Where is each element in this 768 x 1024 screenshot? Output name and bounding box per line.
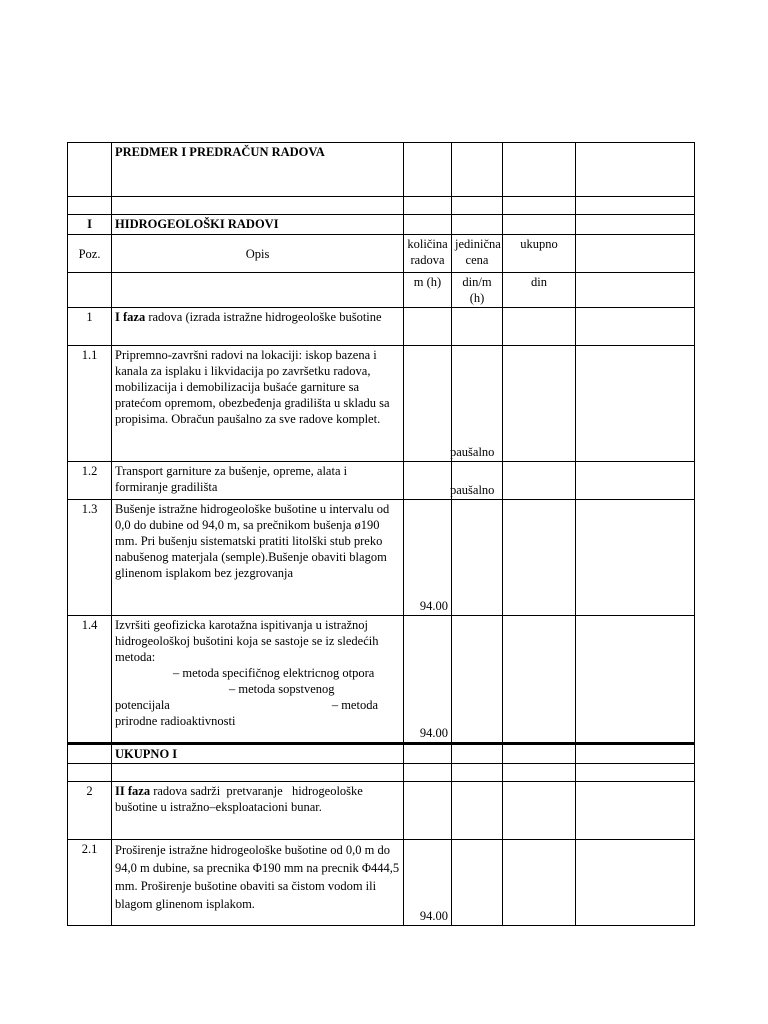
table-row xyxy=(68,840,695,926)
row-kolicina: 94.00 xyxy=(404,840,452,926)
header-poz: Poz. xyxy=(68,235,112,273)
row-position: 2.1 xyxy=(68,840,112,926)
header-kolicina: količina radova xyxy=(404,235,452,273)
row-kolicina: 94.00 xyxy=(404,500,452,616)
row-description: Izvršiti geofizicka karotažna ispitivanja u istražnoj hidrogeološkoj bušotini koja se sastoje se iz sledećih metoda: – metoda specifičnog elektricnog otpora – metoda sopstvenog potencijala – metoda prirodne radioaktivnosti xyxy=(112,616,404,744)
header-jedinicna: jedinična cena xyxy=(452,235,503,273)
row-position: 2 xyxy=(68,782,112,840)
row-position: 1 xyxy=(68,308,112,346)
row-description: Bušenje istražne hidrogeološke bušotine u intervalu od 0,0 do dubine od 94,0 m, sa prečnikom bušenja ø190 mm. Pri bušenju sistematski pratiti litolški stub preko nabušenog materjala (semple).Bušenje obaviti blagom glinenom isplakom bez jezgrovanja xyxy=(112,500,404,616)
row-position: 1.4 xyxy=(68,616,112,744)
header-row xyxy=(68,235,695,273)
table-row xyxy=(68,346,695,462)
table-row xyxy=(68,308,695,346)
bill-of-quantities-table xyxy=(67,142,695,926)
row-cena: paušalno xyxy=(503,346,576,462)
subtotal-label: UKUPNO I xyxy=(112,744,404,764)
row-description: I faza radova (izrada istražne hidrogeološke bušotine xyxy=(112,308,404,346)
header-opis: Opis xyxy=(112,235,404,273)
table-row xyxy=(68,782,695,840)
row-kolicina: 94.00 xyxy=(404,616,452,744)
table-row xyxy=(68,616,695,744)
row-position: 1.1 xyxy=(68,346,112,462)
unit-ukupno: din xyxy=(503,273,576,308)
unit-jedinicna: din/m (h) xyxy=(452,273,503,308)
row-description: Transport garniture za bušenje, opreme, alata i formiranje gradilišta xyxy=(112,462,404,500)
row-position: 1.2 xyxy=(68,462,112,500)
title-row xyxy=(68,143,695,197)
row-description: Proširenje istražne hidrogeološke bušotine od 0,0 m do 94,0 m dubine, sa precnika Φ190 mm na precnik Φ444,5 mm. Proširenje bušotine obaviti sa čistom vodom ili blagom glinenom isplakom. xyxy=(112,840,404,926)
spacer-row xyxy=(68,197,695,215)
row-cena: paušalno xyxy=(503,462,576,500)
units-row xyxy=(68,273,695,308)
table-row xyxy=(68,462,695,500)
subtotal-row xyxy=(68,744,695,764)
spacer-row xyxy=(68,764,695,782)
header-ukupno: ukupno xyxy=(503,235,576,273)
section-number: I xyxy=(68,215,112,235)
table-row xyxy=(68,500,695,616)
section-title: HIDROGEOLOŠKI RADOVI xyxy=(112,215,404,235)
row-description: II faza radova sadrži pretvaranje hidrogeološke bušotine u istražno–eksploatacioni bunar. xyxy=(112,782,404,840)
section-row xyxy=(68,215,695,235)
row-position: 1.3 xyxy=(68,500,112,616)
document-title: PREDMER I PREDRAČUN RADOVA xyxy=(112,143,404,197)
unit-kolicina: m (h) xyxy=(404,273,452,308)
row-description: Pripremno-završni radovi na lokaciji: iskop bazena i kanala za isplaku i likvidacija po završetku radova, mobilizacija i demobilizacija bušaće garniture sa pratećom opremom, obezbeđenja gradilišta u skladu sa propisima. Obračun paušalno za sve radove komplet. xyxy=(112,346,404,462)
